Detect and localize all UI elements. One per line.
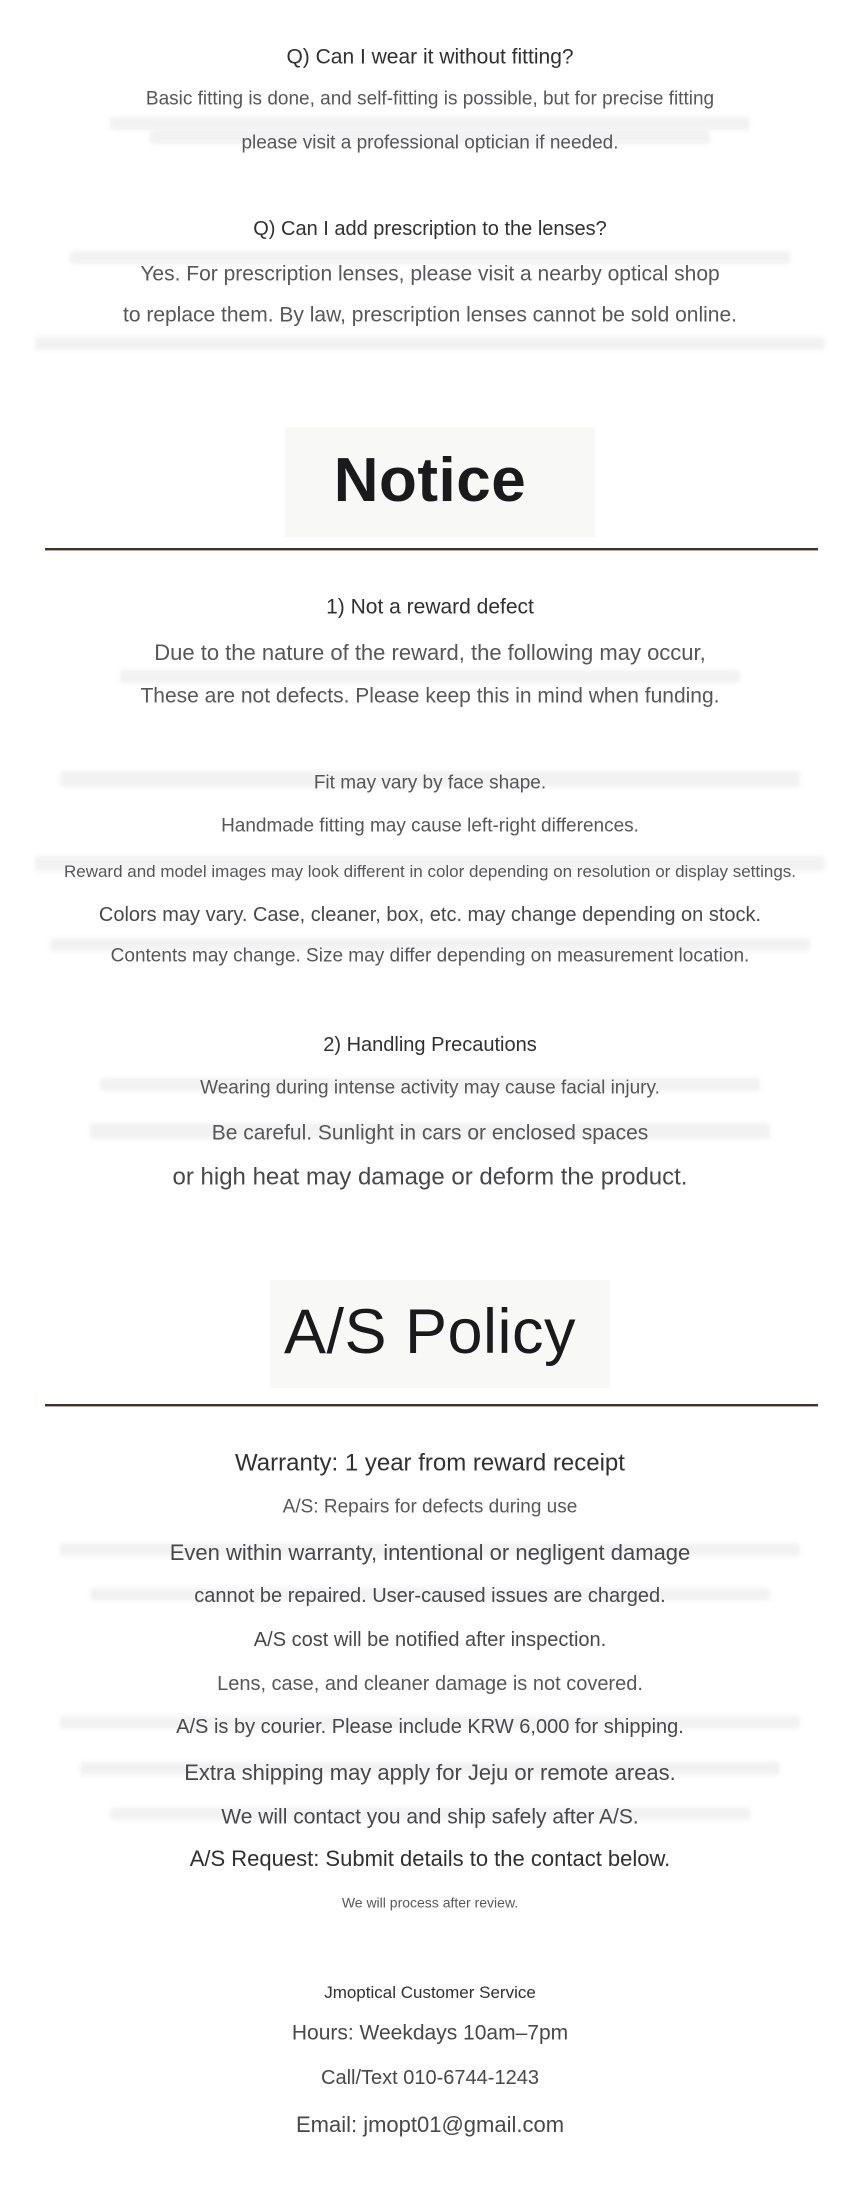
faq-answer-line: to replace them. By law, prescription lenses cannot be sold online. <box>122 303 737 327</box>
faq-answer-line: Yes. For prescription lenses, please visit a nearby optical shop <box>140 262 720 286</box>
notice-line: Be careful. Sunlight in cars or enclosed spaces <box>211 1121 649 1145</box>
notice-line: or high heat may damage or deform the product. <box>172 1163 688 1191</box>
faq-answer-line: Basic fitting is done, and self-fitting is possible, but for precise fitting <box>145 88 715 110</box>
as-policy-line: Lens, case, and cleaner damage is not covered. <box>217 1673 643 1695</box>
ghost-artifact <box>110 117 750 130</box>
contact-hours: Hours: Weekdays 10am–7pm <box>291 2021 569 2045</box>
as-policy-title: A/S Policy <box>283 1297 577 1368</box>
as-policy-line: cannot be repaired. User-caused issues are charged. <box>194 1585 666 1607</box>
notice-line: Wearing during intense activity may cause facial injury. <box>200 1077 660 1099</box>
contact-phone: Call/Text 010-6744-1243 <box>321 2067 539 2089</box>
contact-company: Jmoptical Customer Service <box>324 1982 536 2002</box>
as-policy-line: We will process after review. <box>341 1894 519 1911</box>
faq-answer-line: please visit a professional optician if needed. <box>241 132 619 154</box>
notice-line: Fit may vary by face shape. <box>313 772 547 794</box>
as-policy-line: Warranty: 1 year from reward receipt <box>235 1449 625 1477</box>
notice-line: Due to the nature of the reward, the following may occur, <box>154 639 706 665</box>
notice-line: Reward and model images may look different in color depending on resolution or display settings. <box>63 861 797 881</box>
notice-line: Colors may vary. Case, cleaner, box, etc. may change depending on stock. <box>98 904 762 926</box>
ghost-artifact <box>120 670 740 683</box>
section-divider <box>45 1404 818 1407</box>
as-policy-line: We will contact you and ship safely after A/S. <box>221 1805 639 1829</box>
as-policy-line: A/S Request: Submit details to the contact below. <box>189 1845 671 1871</box>
contact-email: Email: jmopt01@gmail.com <box>295 2111 565 2137</box>
section-divider <box>45 548 818 551</box>
as-policy-line: A/S is by courier. Please include KRW 6,000 for shipping. <box>176 1716 684 1738</box>
faq-question: Q) Can I wear it without fitting? <box>286 45 574 69</box>
notice-line: Handmade fitting may cause left-right differences. <box>221 815 639 837</box>
faq-question: Q) Can I add prescription to the lenses? <box>253 218 607 240</box>
as-policy-line: Even within warranty, intentional or negligent damage <box>169 1539 691 1565</box>
notice-line: Contents may change. Size may differ depending on measurement location. <box>110 945 750 967</box>
ghost-artifact <box>35 337 825 350</box>
notice-line: These are not defects. Please keep this in mind when funding. <box>140 684 720 708</box>
as-policy-line: A/S cost will be notified after inspection. <box>253 1629 607 1651</box>
as-policy-line: A/S: Repairs for defects during use <box>282 1496 578 1518</box>
notice-section-heading: 2) Handling Precautions <box>323 1034 537 1056</box>
as-policy-line: Extra shipping may apply for Jeju or remote areas. <box>184 1759 676 1785</box>
notice-title: Notice <box>333 445 527 515</box>
notice-section-heading: 1) Not a reward defect <box>326 595 534 619</box>
